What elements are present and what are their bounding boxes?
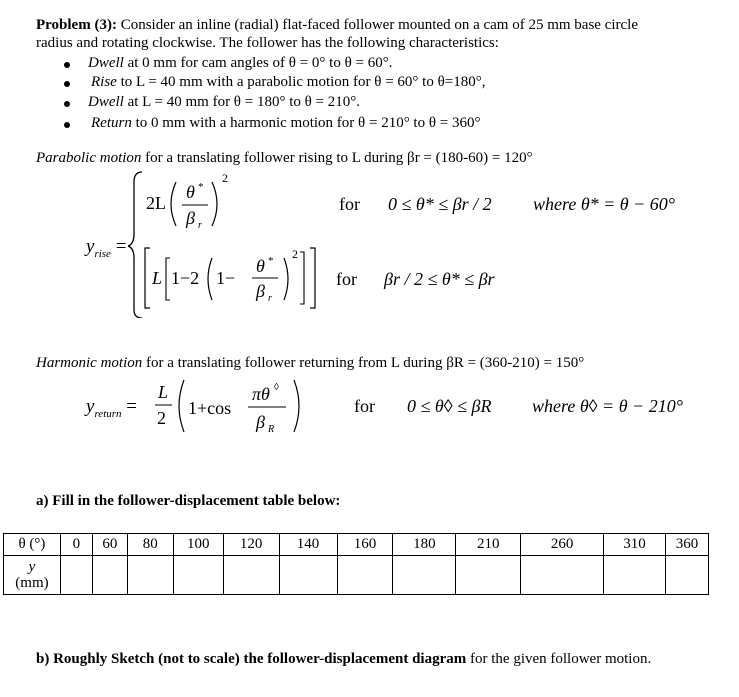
parabolic-motion-line (36, 150, 533, 167)
ret-two: 2 (157, 408, 166, 428)
ret-denominator: β (256, 412, 265, 432)
bullet-lead: Rise (91, 74, 117, 90)
case2-bracket-inner (166, 258, 170, 300)
bullet-item-dwell-1 (88, 55, 393, 72)
case2-denominator: β (256, 281, 265, 301)
rise-lhs-y: y (86, 236, 95, 257)
row-label-y-symbol: y (28, 559, 36, 575)
bullet-text: to L = 40 mm with a parabolic motion for θ = 60° to θ=180°, (116, 74, 486, 90)
angle-cell: 0 (60, 534, 92, 556)
problem-intro-text: Consider an inline (radial) flat-faced follower mounted on a cam of 25 mm base circle (116, 17, 639, 33)
case1-condition: 0 ≤ θ* ≤ βr / 2 (388, 194, 492, 214)
case2-for: for (336, 269, 357, 289)
angle-cell: 260 (521, 534, 604, 556)
angle-cell: 180 (393, 534, 456, 556)
problem-intro-line2: radius and rotating clockwise. The follower has the following characteristics: (36, 35, 499, 51)
angle-cell: 160 (337, 534, 393, 556)
ret-paren-left (179, 380, 184, 432)
bullet-dot (64, 101, 70, 107)
displacement-cell[interactable] (127, 556, 173, 595)
rise-equation-graphic (128, 168, 338, 318)
case2-one-minus-two: 1−2 (171, 268, 200, 288)
case1-den-sub: r (198, 220, 202, 231)
case2-num-star: * (268, 255, 274, 267)
case2-exponent: 2 (292, 247, 298, 261)
case2-bracket-left (145, 248, 150, 308)
harmonic-lead: Harmonic motion (36, 355, 143, 371)
case1-where: where θ* = θ − 60° (533, 194, 675, 214)
angle-cell: 80 (127, 534, 173, 556)
case2-paren-right (284, 258, 288, 300)
displacement-cell[interactable] (92, 556, 127, 595)
bullet-lead: Dwell (88, 94, 124, 110)
ret-den-sub: R (268, 424, 275, 435)
case2-den-sub: r (268, 293, 272, 304)
return-for: for (354, 396, 375, 416)
rise-equals: = (110, 236, 127, 257)
parabolic-text: for a translating follower rising to L during βr = (180-60) = 120° (141, 150, 533, 166)
ret-L: L (158, 382, 169, 402)
displacement-cell[interactable] (173, 556, 223, 595)
return-condition: 0 ≤ θ◊ ≤ βR (407, 396, 492, 416)
displacement-cell[interactable] (456, 556, 521, 595)
case1-numerator: θ (186, 182, 195, 202)
harmonic-text: for a translating follower returning from L during βR = (360-210) = 150° (142, 355, 585, 371)
ret-one-plus-cos: 1+cos (188, 398, 232, 418)
angle-cell: 360 (665, 534, 708, 556)
rise-equation-lhs (86, 236, 126, 260)
displacement-cell[interactable] (279, 556, 337, 595)
case1-denominator: β (186, 208, 195, 228)
bullet-item-return (91, 115, 481, 132)
row-label-y-unit: (mm) (15, 575, 49, 591)
part-b-rest: for the given follower motion. (466, 651, 652, 667)
angle-cell: 100 (173, 534, 223, 556)
displacement-cell[interactable] (60, 556, 92, 595)
table-row-displacement (4, 556, 709, 595)
displacement-table (3, 533, 709, 595)
angle-cell: 120 (223, 534, 279, 556)
bullet-dot (64, 122, 70, 128)
bullet-item-rise (91, 74, 485, 91)
angle-cell: 60 (92, 534, 127, 556)
harmonic-motion-line (36, 355, 584, 372)
part-b-bold: b) Roughly Sketch (not to scale) the follower-displacement diagram (36, 651, 467, 667)
bullet-dot (64, 62, 70, 68)
displacement-cell[interactable] (665, 556, 708, 595)
return-equation-graphic (152, 374, 322, 440)
displacement-cell[interactable] (393, 556, 456, 595)
displacement-cell[interactable] (604, 556, 666, 595)
case1-paren-left (171, 182, 176, 226)
row-label-y (4, 556, 61, 595)
ret-paren-right (294, 380, 299, 432)
displacement-cell[interactable] (521, 556, 604, 595)
case2-condition: βr / 2 ≤ θ* ≤ βr (384, 269, 495, 289)
case1-num-star: * (198, 181, 204, 193)
return-lhs-y: y (86, 396, 95, 417)
table-row-angles (4, 534, 709, 556)
rise-lhs-sub: rise (94, 247, 111, 260)
displacement-cell[interactable] (223, 556, 279, 595)
case1-coef: 2L (146, 193, 166, 213)
bullet-text: at 0 mm for cam angles of θ = 0° to θ = 60°. (123, 55, 393, 71)
bullet-lead: Dwell (88, 55, 124, 71)
case1-for: for (339, 194, 360, 214)
angle-cell: 210 (456, 534, 521, 556)
bullet-lead: Return (91, 115, 132, 131)
bullet-text: to 0 mm with a harmonic motion for θ = 210° to θ = 360° (131, 115, 481, 131)
case1-exponent: 2 (222, 171, 228, 185)
piecewise-brace (128, 172, 142, 318)
case2-bracket-inner-right (300, 252, 304, 304)
problem-intro-line1 (36, 17, 638, 34)
return-equals: = (121, 396, 137, 417)
part-b-line (36, 651, 651, 668)
ret-numerator: πθ (252, 384, 270, 404)
case2-bracket-right (310, 248, 315, 308)
part-a-heading: a) Fill in the follower-displacement table below: (36, 493, 341, 509)
angle-cell: 310 (604, 534, 666, 556)
case2-paren-left (208, 258, 212, 300)
return-lhs-sub: return (94, 407, 122, 420)
problem-label: Problem (3): (36, 17, 117, 33)
angle-cell: 140 (279, 534, 337, 556)
ret-num-diamond: ◊ (274, 382, 279, 393)
parabolic-lead: Parabolic motion (36, 150, 142, 166)
return-where: where θ◊ = θ − 210° (532, 396, 683, 416)
bullet-dot (64, 81, 70, 87)
case2-L: L (152, 268, 163, 288)
bullet-item-dwell-2 (88, 94, 360, 111)
displacement-cell[interactable] (337, 556, 393, 595)
bullet-text: at L = 40 mm for θ = 180° to θ = 210°. (123, 94, 361, 110)
row-label-theta: θ (°) (4, 534, 61, 556)
case1-paren-right (212, 182, 217, 226)
case2-numerator: θ (256, 256, 265, 276)
return-equation-lhs (86, 396, 137, 420)
case2-one-minus: 1− (216, 268, 236, 288)
